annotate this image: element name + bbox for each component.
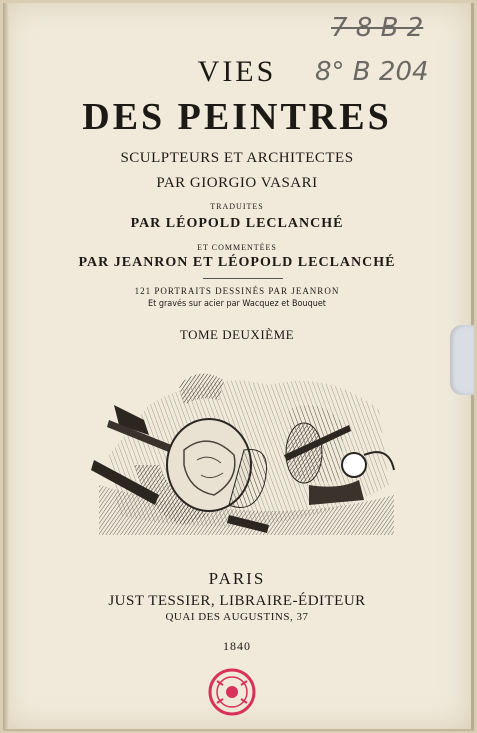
translator: PAR LÉOPOLD LECLANCHÉ [130,216,344,231]
volume-label: TOME DEUXIÈME [179,327,295,342]
library-stamp-icon [207,667,257,717]
title-line-1: VIES [197,55,277,88]
translated-label: TRADUITES [210,202,264,211]
divider-rule [203,278,283,279]
engraved-vignette [89,365,399,551]
engravers-note: Et gravés sur acier par Wacquez et Bouquet [148,299,326,309]
imprint-city: PARIS [208,569,266,588]
portraits-note: 121 PORTRAITS DESSINÉS PAR JEANRON [134,286,340,296]
imprint-publisher: JUST TESSIER, LIBRAIRE-ÉDITEUR [108,593,366,609]
imprint-year: 1840 [223,639,251,653]
subtitle: SCULPTEURS ET ARCHITECTES [120,150,354,166]
handwritten-shelfmark: 8° B 204 [315,57,429,87]
commented-label: ET COMMENTÉES [197,243,277,252]
crossed-out-shelfmark: 7 8 B 2 [331,13,424,43]
title-page [3,3,474,731]
commentators: PAR JEANRON ET LÉOPOLD LECLANCHÉ [78,255,396,270]
author: PAR GIORGIO VASARI [156,175,318,191]
title-line-2: DES PEINTRES [82,96,392,138]
imprint-address: QUAI DES AUGUSTINS, 37 [165,611,309,623]
